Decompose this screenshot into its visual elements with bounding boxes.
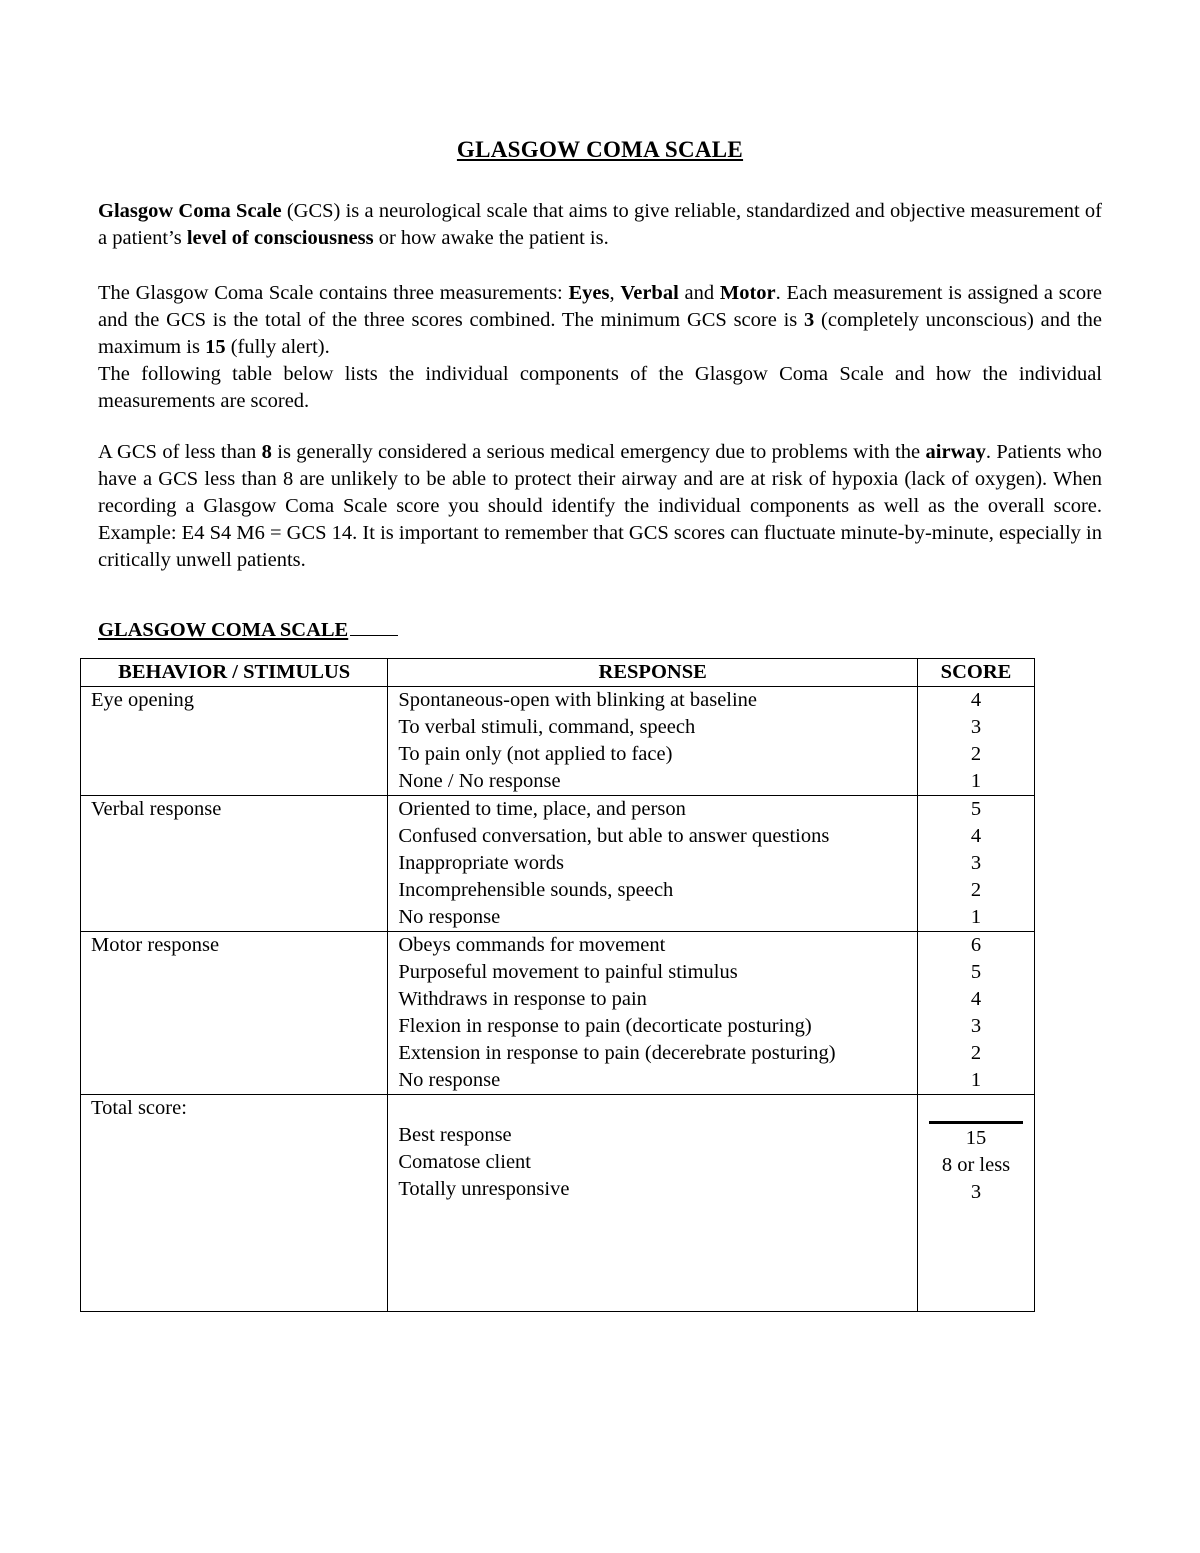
airway-term: airway — [925, 441, 986, 463]
page-title: GLASGOW COMA SCALE — [456, 137, 744, 162]
score-item: 3 — [970, 716, 982, 738]
intro-text-c: or how awake the patient is. — [373, 227, 609, 249]
and-text: and — [678, 282, 720, 304]
table-title — [98, 615, 398, 642]
emergency-text-b: is generally considered a serious medical emergency due to problems with the — [271, 441, 926, 463]
min-score: 3 — [804, 309, 815, 331]
response-cell — [388, 932, 918, 1095]
score-cell — [918, 1095, 1035, 1312]
response-item: Withdraws in response to pain — [398, 988, 647, 1010]
score-cell — [918, 932, 1035, 1095]
score-item: 3 — [970, 1015, 982, 1037]
score-item: 3 — [970, 852, 982, 874]
response-item: Best response — [398, 1124, 512, 1146]
header-response: RESPONSE — [388, 659, 918, 687]
response-item: Obeys commands for movement — [398, 934, 666, 956]
score-item: 8 or less — [941, 1154, 1011, 1176]
gcs-table — [80, 658, 1035, 1312]
response-item: Spontaneous-open with blinking at baseline — [398, 689, 758, 711]
measurements-text-a: The Glasgow Coma Scale contains three measurements: — [98, 282, 569, 304]
score-item: 6 — [970, 934, 982, 956]
measurements-paragraph — [98, 280, 1102, 415]
consciousness-term: level of consciousness — [186, 227, 374, 249]
table-title-text: GLASGOW COMA SCALE — [98, 619, 349, 641]
motor-term: Motor — [719, 282, 776, 304]
score-item: 1 — [970, 770, 982, 792]
measurements-text-c: (completely unconscious) and the maximum is — [98, 309, 1102, 358]
score-item: 2 — [970, 1042, 982, 1064]
score-item: 1 — [970, 1069, 982, 1091]
behavior-cell: Verbal response — [81, 796, 388, 932]
table-row-total-score — [81, 1095, 1035, 1312]
response-item: No response — [398, 1069, 501, 1091]
response-item: Confused conversation, but able to answer questions — [398, 825, 830, 847]
behavior-cell: Motor response — [81, 932, 388, 1095]
score-item: 5 — [970, 961, 982, 983]
comma-text: , — [609, 282, 621, 304]
score-cell — [918, 687, 1035, 796]
response-item: Flexion in response to pain (decorticate posturing) — [398, 1015, 812, 1037]
response-item: Totally unresponsive — [398, 1178, 570, 1200]
header-score: SCORE — [918, 659, 1035, 687]
score-item: 2 — [970, 879, 982, 901]
response-item: Comatose client — [398, 1151, 531, 1173]
response-item: Incomprehensible sounds, speech — [398, 879, 674, 901]
response-cell — [388, 796, 918, 932]
measurements-text-b: . Each measurement is assigned a score and the GCS is the total of the three scores combined. The minimum GCS score is — [98, 282, 1102, 331]
table-row-motor-response — [81, 932, 1035, 1095]
verbal-term: Verbal — [620, 282, 679, 304]
threshold-score: 8 — [261, 441, 272, 463]
eyes-term: Eyes — [568, 282, 610, 304]
score-item: 2 — [970, 743, 982, 765]
emergency-text-a: A GCS of less than — [98, 441, 262, 463]
table-header-row — [81, 659, 1035, 687]
response-item: Oriented to time, place, and person — [398, 798, 686, 820]
emergency-paragraph — [98, 439, 1102, 574]
intro-paragraph — [98, 198, 1102, 252]
gcs-term: Glasgow Coma Scale — [98, 200, 282, 222]
measurements-text-d: (fully alert). — [225, 336, 330, 358]
table-row-eye-opening — [81, 687, 1035, 796]
behavior-cell: Total score: — [81, 1095, 388, 1312]
intro-text-a: (GCS) is a neurological scale that aims to give reliable, standardized and objective measurement of a patient’s — [98, 200, 1102, 249]
response-item: Purposeful movement to painful stimulus — [398, 961, 738, 983]
table-intro-text: The following table below lists the individual components of the Glasgow Coma Scale and how the individual measurements are scored. — [98, 363, 1102, 412]
spacer — [398, 1095, 907, 1122]
emergency-text-c: . Patients who have a GCS less than 8 are unlikely to be able to protect their airway and are at risk of hypoxia (lack of oxygen). When recording a Glasgow Coma Scale score you should identify the individual components as well as the overall score. Example: E4 S4 M6 = GCS 14. It is important to remember that GCS scores can fluctuate minute-by-minute, especially in critically unwell patients. — [98, 441, 1103, 571]
score-cell — [918, 796, 1035, 932]
score-item: 4 — [970, 988, 982, 1010]
response-item: No response — [398, 906, 501, 928]
response-cell — [388, 687, 918, 796]
response-item: None / No response — [398, 770, 561, 792]
response-item: To verbal stimuli, command, speech — [398, 716, 696, 738]
response-cell — [388, 1095, 918, 1312]
response-item: Inappropriate words — [398, 852, 564, 874]
score-item: 3 — [970, 1181, 982, 1203]
title-underline — [350, 615, 398, 636]
score-item: 4 — [970, 689, 982, 711]
score-item: 4 — [970, 825, 982, 847]
header-behavior: BEHAVIOR / STIMULUS — [81, 659, 388, 687]
score-item: 15 — [965, 1127, 987, 1149]
response-item: Extension in response to pain (decerebrate posturing) — [398, 1042, 836, 1064]
score-item: 5 — [970, 798, 982, 820]
table-row-verbal-response — [81, 796, 1035, 932]
max-score: 15 — [205, 336, 226, 358]
response-item: To pain only (not applied to face) — [398, 743, 673, 765]
total-divider — [929, 1121, 1023, 1124]
behavior-cell: Eye opening — [81, 687, 388, 796]
score-item: 1 — [970, 906, 982, 928]
